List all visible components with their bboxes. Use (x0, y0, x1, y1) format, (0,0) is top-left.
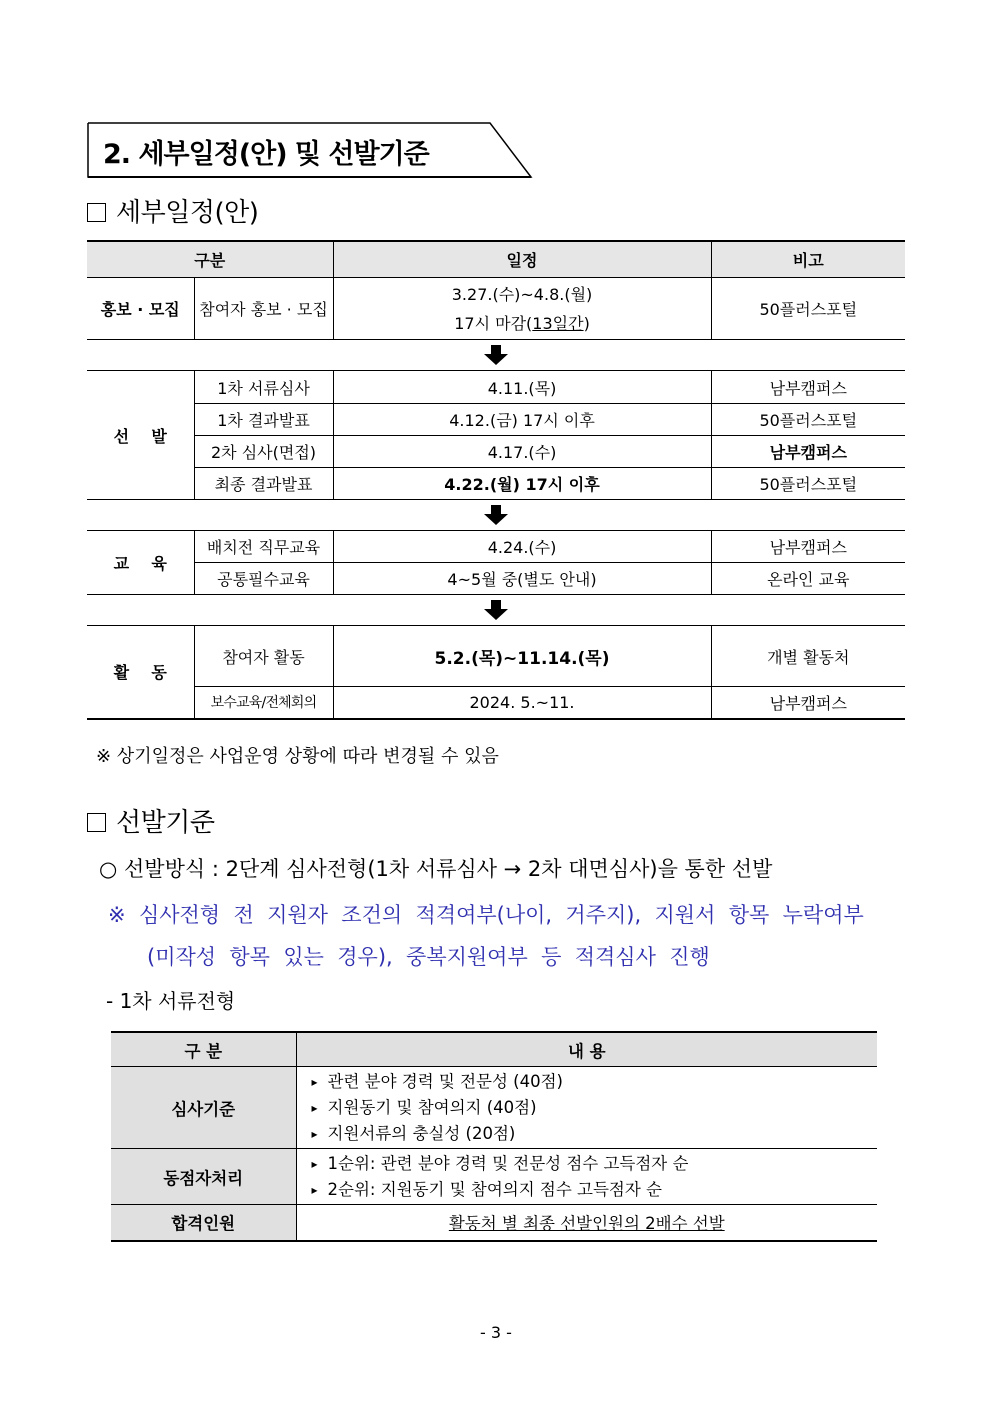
table-row (87, 626, 905, 687)
arrow-row (87, 340, 905, 371)
date-cell: 4.22.(월) 17시 이후 (333, 468, 711, 500)
table-header-row (111, 1032, 877, 1067)
down-arrow-icon (484, 505, 508, 525)
group-education: 교 육 (87, 531, 194, 595)
date-cell: 4~5월 중(별도 안내) (333, 563, 711, 595)
date-cell: 4.12.(금) 17시 이후 (333, 404, 711, 436)
item-cell: 최종 결과발표 (194, 468, 333, 500)
table-header-row (87, 241, 905, 278)
date-cell: 4.17.(수) (333, 436, 711, 468)
page-number: - 3 - (480, 1323, 512, 1342)
schedule-table (87, 240, 905, 720)
note-cell: 남부캠퍼스 (711, 687, 905, 719)
group-selection: 선 발 (87, 371, 194, 500)
table-row (87, 563, 905, 595)
item-cell: 1차 서류심사 (194, 371, 333, 404)
row-label: 심사기준 (111, 1067, 296, 1149)
row-content: 활동처 별 최종 선발인원의 2배수 선발 (296, 1205, 877, 1241)
group-activity: 활 동 (87, 626, 194, 719)
note-cell: 50플러스포털 (711, 404, 905, 436)
list-item: ▸ 2순위: 지원동기 및 참여의지 점수 고득점자 순 (312, 1177, 877, 1203)
row-content (296, 1067, 877, 1149)
note-cell: 개별 활동처 (711, 626, 905, 687)
header-content: 내 용 (296, 1032, 877, 1067)
table-row (111, 1067, 877, 1149)
header-category: 구분 (87, 241, 333, 278)
eligibility-note-line2: (미작성 항목 있는 경우), 중복지원여부 등 적격심사 진행 (147, 945, 710, 969)
header-remarks: 비고 (711, 241, 905, 278)
table-row (87, 687, 905, 719)
eligibility-note-line1: ※ 심사전형 전 지원자 조건의 적격여부(나이, 거주지), 지원서 항목 누락여부 (108, 903, 864, 927)
list-item: ▸ 지원동기 및 참여의지 (40점) (312, 1095, 877, 1121)
date-cell (333, 278, 711, 340)
note-cell: 남부캠퍼스 (711, 531, 905, 563)
table-row (87, 278, 905, 340)
group-promo: 홍보 · 모집 (87, 278, 194, 340)
note-cell: 남부캠퍼스 (711, 371, 905, 404)
arrow-row (87, 500, 905, 531)
date-cell: 5.2.(목)~11.14.(목) (333, 626, 711, 687)
checkbox-square-icon (87, 813, 106, 832)
table-row (87, 371, 905, 404)
table-row (87, 436, 905, 468)
section-header (87, 122, 533, 178)
row-label: 합격인원 (111, 1205, 296, 1241)
schedule-footnote: ※ 상기일정은 사업운영 상황에 따라 변경될 수 있음 (96, 746, 499, 767)
list-item: ▸ 지원서류의 충실성 (20점) (312, 1121, 877, 1147)
row-label: 동점자처리 (111, 1149, 296, 1205)
item-cell: 참여자 홍보 · 모집 (194, 278, 333, 340)
section-title: 2. 세부일정(안) 및 선발기준 (103, 139, 429, 170)
table-row (87, 531, 905, 563)
item-cell: 보수교육/전체회의 (194, 687, 333, 719)
criteria-table (111, 1031, 877, 1242)
arrow-row (87, 595, 905, 626)
header-category: 구 분 (111, 1032, 296, 1067)
selection-method: ○ 선발방식 : 2단계 심사전형(1차 서류심사 → 2차 대면심사)을 통한 선발 (99, 857, 773, 881)
item-cell: 공통필수교육 (194, 563, 333, 595)
note-cell: 온라인 교육 (711, 563, 905, 595)
schedule-heading: 세부일정(안) (87, 192, 258, 229)
table-row (111, 1149, 877, 1205)
date-cell: 4.24.(수) (333, 531, 711, 563)
note-cell: 50플러스포털 (711, 468, 905, 500)
checkbox-square-icon (87, 203, 106, 222)
promo-date-line1: 3.27.(수)~4.8.(월) (451, 284, 593, 304)
table-row (111, 1205, 877, 1241)
promo-date-line2: 17시 마감(13일간) (454, 313, 590, 333)
table-row (87, 468, 905, 500)
item-cell: 배치전 직무교육 (194, 531, 333, 563)
header-schedule: 일정 (333, 241, 711, 278)
item-cell: 1차 결과발표 (194, 404, 333, 436)
date-cell: 4.11.(목) (333, 371, 711, 404)
table-row (87, 404, 905, 436)
note-cell: 남부캠퍼스 (711, 436, 905, 468)
list-item: ▸ 1순위: 관련 분야 경력 및 전문성 점수 고득점자 순 (312, 1151, 877, 1177)
item-cell: 2차 심사(면접) (194, 436, 333, 468)
row-content (296, 1149, 877, 1205)
criteria-heading: 선발기준 (87, 802, 214, 839)
item-cell: 참여자 활동 (194, 626, 333, 687)
date-cell: 2024. 5.~11. (333, 687, 711, 719)
list-item: ▸ 관련 분야 경력 및 전문성 (40점) (312, 1069, 877, 1095)
down-arrow-icon (484, 345, 508, 365)
down-arrow-icon (484, 600, 508, 620)
note-cell: 50플러스포털 (711, 278, 905, 340)
sub-heading-document-screening: - 1차 서류전형 (106, 989, 236, 1013)
